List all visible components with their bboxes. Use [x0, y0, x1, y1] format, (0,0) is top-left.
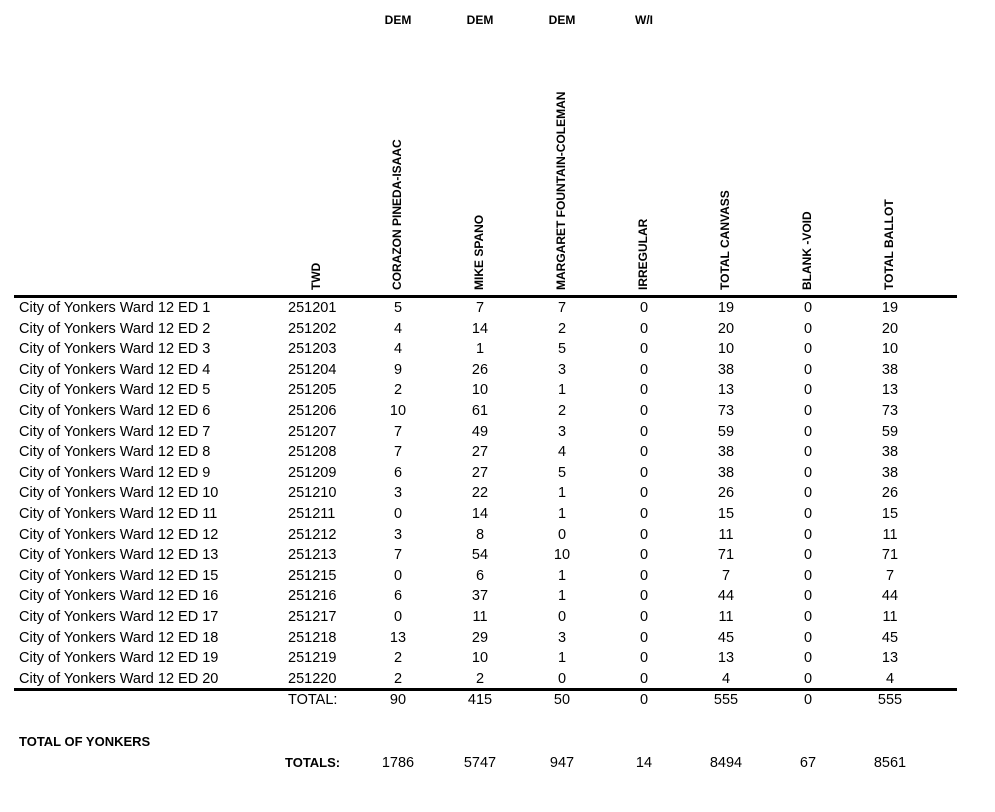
twd-code: 251208	[288, 444, 337, 461]
party-label-3: DEM	[548, 13, 576, 27]
precinct-name: City of Yonkers Ward 12 ED 17	[19, 609, 219, 625]
twd-code: 251206	[288, 403, 337, 419]
vote-cell: 1	[557, 382, 567, 399]
subtotal-cell: 50	[553, 692, 571, 708]
table-row	[0, 401, 995, 422]
subtotal-cell: 415	[467, 692, 493, 708]
vote-cell: 14	[471, 506, 489, 522]
precinct-name: City of Yonkers Ward 12 ED 4	[19, 361, 211, 378]
precinct-name: City of Yonkers Ward 12 ED 9	[19, 464, 211, 481]
table-row	[0, 339, 995, 360]
precinct-name: City of Yonkers Ward 12 ED 20	[19, 670, 219, 687]
vote-cell: 1	[475, 341, 485, 358]
table-row	[0, 648, 995, 669]
vote-cell: 0	[639, 341, 649, 358]
vote-cell: 7	[393, 547, 403, 564]
vote-cell: 45	[717, 629, 735, 646]
table-row	[0, 566, 995, 587]
vote-cell: 38	[881, 444, 899, 461]
table-row	[0, 669, 995, 690]
vote-cell: 0	[639, 526, 649, 543]
vote-cell: 6	[475, 567, 485, 584]
grand-total-row	[0, 753, 995, 774]
vote-cell: 5	[557, 464, 567, 481]
vote-cell: 10	[717, 341, 735, 358]
party-label-2: DEM	[466, 13, 494, 27]
vote-cell: 9	[393, 361, 403, 378]
twd-code: 251209	[288, 464, 337, 481]
vote-cell: 0	[803, 423, 813, 440]
vote-cell: 0	[803, 526, 813, 543]
twd-code: 251213	[288, 547, 337, 564]
precinct-name: City of Yonkers Ward 12 ED 7	[19, 423, 211, 440]
precinct-name: City of Yonkers Ward 12 ED 5	[19, 382, 211, 399]
table-row	[0, 586, 995, 607]
vote-cell: 54	[471, 547, 489, 564]
precinct-name: City of Yonkers Ward 12 ED 1	[19, 300, 211, 316]
vote-cell: 0	[639, 403, 649, 419]
table-row	[0, 607, 995, 628]
precinct-name: City of Yonkers Ward 12 ED 3	[19, 341, 211, 358]
vote-cell: 11	[882, 609, 898, 625]
grand-total-cell: 67	[799, 755, 817, 771]
vote-cell: 4	[557, 444, 567, 461]
vote-cell: 44	[881, 588, 899, 605]
vote-cell: 0	[639, 320, 649, 337]
vote-cell: 1	[557, 485, 567, 502]
vote-cell: 14	[471, 320, 489, 337]
vote-cell: 22	[471, 485, 489, 502]
grand-total-cell: 947	[549, 755, 575, 771]
twd-code: 251217	[288, 609, 337, 625]
twd-code: 251215	[288, 567, 337, 584]
vote-cell: 0	[803, 403, 813, 419]
grand-total-cell: 8561	[873, 755, 907, 771]
vote-cell: 0	[803, 300, 813, 316]
vote-cell: 38	[881, 464, 899, 481]
vote-cell: 19	[717, 300, 735, 316]
vote-cell: 2	[393, 670, 403, 687]
vote-cell: 4	[721, 670, 731, 687]
vote-cell: 10	[553, 547, 571, 564]
table-row	[0, 422, 995, 443]
vote-cell: 19	[881, 300, 899, 316]
table-row	[0, 380, 995, 401]
vote-cell: 10	[471, 382, 489, 399]
precinct-name: City of Yonkers Ward 12 ED 2	[19, 320, 211, 337]
vote-cell: 0	[639, 464, 649, 481]
vote-cell: 0	[803, 670, 813, 687]
vote-cell: 2	[393, 382, 403, 399]
vote-cell: 6	[393, 588, 403, 605]
vote-cell: 29	[471, 629, 489, 646]
vote-cell: 0	[557, 670, 567, 687]
grand-total-cell: 1786	[381, 755, 415, 771]
column-header-candidate-1: CORAZON PINEDA-ISAAC	[390, 139, 404, 290]
twd-code: 251218	[288, 629, 337, 646]
vote-cell: 0	[803, 320, 813, 337]
precinct-name: City of Yonkers Ward 12 ED 8	[19, 444, 211, 461]
vote-cell: 71	[717, 547, 735, 564]
grand-total-cell: 14	[635, 755, 653, 771]
vote-cell: 0	[803, 650, 813, 667]
vote-cell: 7	[721, 567, 731, 584]
vote-cell: 11	[882, 526, 898, 543]
vote-cell: 1	[557, 588, 567, 605]
vote-cell: 0	[393, 506, 403, 522]
grand-total-label: TOTALS:	[285, 755, 341, 770]
vote-cell: 7	[557, 300, 567, 316]
vote-cell: 0	[803, 547, 813, 564]
vote-cell: 5	[557, 341, 567, 358]
vote-cell: 73	[717, 403, 735, 419]
vote-cell: 38	[717, 361, 735, 378]
vote-cell: 4	[885, 670, 895, 687]
table-row	[0, 525, 995, 546]
vote-cell: 6	[393, 464, 403, 481]
vote-cell: 0	[803, 361, 813, 378]
vote-cell: 2	[393, 650, 403, 667]
vote-cell: 45	[881, 629, 899, 646]
vote-cell: 10	[471, 650, 489, 667]
table-row	[0, 504, 995, 525]
vote-cell: 13	[881, 650, 899, 667]
vote-cell: 26	[471, 361, 489, 378]
twd-code: 251211	[288, 506, 336, 522]
vote-cell: 8	[475, 526, 485, 543]
vote-cell: 11	[472, 609, 488, 625]
twd-code: 251219	[288, 650, 337, 667]
twd-code: 251203	[288, 341, 337, 358]
vote-cell: 4	[393, 341, 403, 358]
table-row	[0, 442, 995, 463]
vote-cell: 38	[717, 444, 735, 461]
vote-cell: 0	[803, 464, 813, 481]
vote-cell: 20	[717, 320, 735, 337]
vote-cell: 73	[881, 403, 899, 419]
twd-code: 251207	[288, 423, 337, 440]
vote-cell: 0	[639, 609, 649, 625]
subtotal-cell: 555	[713, 692, 739, 708]
vote-cell: 13	[717, 650, 735, 667]
section-title: TOTAL OF YONKERS	[19, 734, 151, 749]
precinct-name: City of Yonkers Ward 12 ED 15	[19, 567, 219, 584]
twd-code: 251201	[288, 300, 337, 316]
vote-cell: 0	[803, 382, 813, 399]
column-header-irregular: IRREGULAR	[636, 218, 650, 290]
vote-cell: 0	[639, 444, 649, 461]
table-row	[0, 298, 995, 319]
column-header-candidate-3: MARGARET FOUNTAIN-COLEMAN	[554, 91, 568, 290]
vote-cell: 2	[475, 670, 485, 687]
vote-cell: 20	[881, 320, 899, 337]
precinct-name: City of Yonkers Ward 12 ED 12	[19, 526, 219, 543]
twd-code: 251216	[288, 588, 337, 605]
vote-cell: 27	[471, 464, 489, 481]
precinct-name: City of Yonkers Ward 12 ED 18	[19, 629, 219, 646]
vote-cell: 0	[639, 650, 649, 667]
vote-cell: 0	[803, 609, 813, 625]
vote-cell: 15	[881, 506, 899, 522]
twd-code: 251204	[288, 361, 337, 378]
vote-cell: 10	[389, 403, 407, 419]
vote-cell: 5	[393, 300, 403, 316]
table-row	[0, 463, 995, 484]
vote-cell: 13	[389, 629, 407, 646]
subtotal-row	[0, 690, 995, 711]
vote-cell: 26	[881, 485, 899, 502]
vote-cell: 7	[393, 423, 403, 440]
vote-cell: 0	[393, 567, 403, 584]
vote-cell: 3	[393, 526, 403, 543]
subtotal-cell: 90	[389, 692, 407, 708]
vote-cell: 11	[718, 526, 734, 543]
vote-cell: 1	[557, 506, 567, 522]
vote-cell: 2	[557, 320, 567, 337]
vote-cell: 10	[881, 341, 899, 358]
vote-cell: 13	[717, 382, 735, 399]
vote-cell: 11	[718, 609, 734, 625]
vote-cell: 0	[393, 609, 403, 625]
table-row	[0, 545, 995, 566]
vote-cell: 0	[639, 423, 649, 440]
grand-total-cell: 5747	[463, 755, 497, 771]
subtotal-label: TOTAL:	[288, 692, 338, 708]
vote-cell: 44	[717, 588, 735, 605]
twd-code: 251202	[288, 320, 337, 337]
vote-cell: 59	[717, 423, 735, 440]
precinct-name: City of Yonkers Ward 12 ED 6	[19, 403, 211, 419]
vote-cell: 0	[639, 361, 649, 378]
vote-cell: 7	[885, 567, 895, 584]
vote-cell: 7	[475, 300, 485, 316]
vote-cell: 0	[803, 485, 813, 502]
vote-cell: 7	[393, 444, 403, 461]
vote-cell: 38	[881, 361, 899, 378]
column-header-total-canvass: TOTAL CANVASS	[718, 190, 732, 290]
column-header-blank-void: BLANK -VOID	[800, 211, 814, 290]
party-label-4: W/I	[635, 13, 653, 27]
vote-cell: 27	[471, 444, 489, 461]
vote-cell: 3	[557, 361, 567, 378]
vote-cell: 0	[803, 588, 813, 605]
twd-code: 251210	[288, 485, 337, 502]
vote-cell: 1	[557, 567, 567, 584]
party-label-1: DEM	[384, 13, 412, 27]
vote-cell: 2	[557, 403, 567, 419]
vote-cell: 3	[557, 423, 567, 440]
vote-cell: 0	[557, 526, 567, 543]
vote-cell: 0	[639, 547, 649, 564]
vote-cell: 0	[557, 609, 567, 625]
vote-cell: 3	[557, 629, 567, 646]
table-row	[0, 628, 995, 649]
twd-code: 251212	[288, 526, 337, 543]
column-header-candidate-2: MIKE SPANO	[472, 214, 486, 290]
column-header-total-ballot: TOTAL BALLOT	[882, 199, 896, 290]
precinct-name: City of Yonkers Ward 12 ED 13	[19, 547, 219, 564]
precinct-name: City of Yonkers Ward 12 ED 11	[19, 506, 218, 522]
vote-cell: 38	[717, 464, 735, 481]
grand-total-cell: 8494	[709, 755, 743, 771]
vote-cell: 0	[639, 300, 649, 316]
vote-cell: 0	[803, 629, 813, 646]
vote-cell: 49	[471, 423, 489, 440]
subtotal-cell: 555	[877, 692, 903, 708]
subtotal-cell: 0	[803, 692, 813, 708]
table-row	[0, 483, 995, 504]
table-row	[0, 360, 995, 381]
twd-code: 251220	[288, 670, 337, 687]
vote-cell: 0	[803, 567, 813, 584]
vote-cell: 37	[471, 588, 489, 605]
vote-cell: 13	[881, 382, 899, 399]
precinct-name: City of Yonkers Ward 12 ED 16	[19, 588, 219, 605]
vote-cell: 0	[639, 382, 649, 399]
precinct-name: City of Yonkers Ward 12 ED 10	[19, 485, 219, 502]
vote-cell: 3	[393, 485, 403, 502]
vote-cell: 71	[881, 547, 899, 564]
vote-cell: 0	[803, 506, 813, 522]
precinct-name: City of Yonkers Ward 12 ED 19	[19, 650, 219, 667]
subtotal-cell: 0	[639, 692, 649, 708]
vote-cell: 4	[393, 320, 403, 337]
vote-cell: 0	[639, 567, 649, 584]
column-header-twd: TWD	[309, 262, 323, 290]
vote-cell: 61	[471, 403, 489, 419]
vote-cell: 0	[639, 588, 649, 605]
vote-cell: 26	[717, 485, 735, 502]
vote-cell: 0	[639, 629, 649, 646]
vote-cell: 0	[803, 341, 813, 358]
vote-cell: 0	[639, 506, 649, 522]
vote-cell: 59	[881, 423, 899, 440]
vote-cell: 0	[639, 670, 649, 687]
twd-code: 251205	[288, 382, 337, 399]
vote-cell: 1	[557, 650, 567, 667]
vote-cell: 0	[639, 485, 649, 502]
table-row	[0, 319, 995, 340]
vote-cell: 15	[717, 506, 735, 522]
vote-cell: 0	[803, 444, 813, 461]
